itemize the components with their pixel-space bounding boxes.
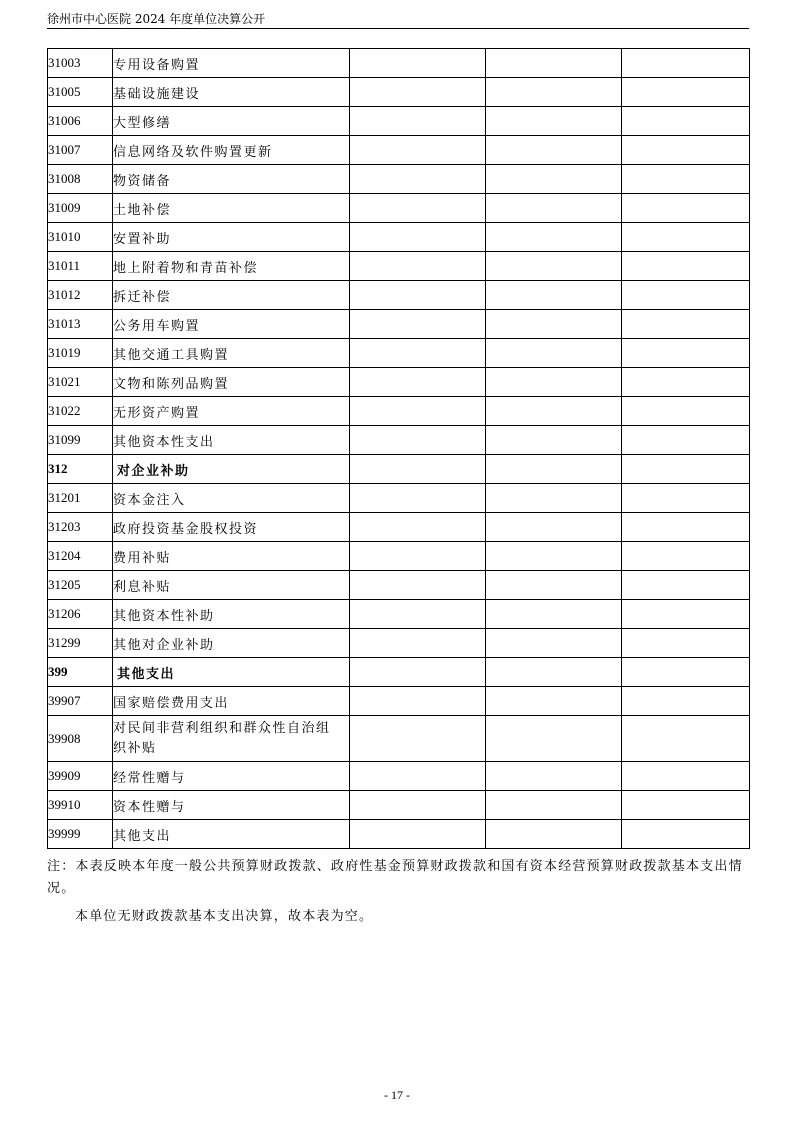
table-row (48, 223, 750, 252)
value-cell (486, 571, 622, 600)
row-name: 其他对企业补助 (113, 629, 350, 658)
row-code: 31005 (48, 78, 113, 107)
table-row (48, 49, 750, 78)
value-cell (350, 252, 486, 281)
row-code: 31010 (48, 223, 113, 252)
value-cell (622, 629, 750, 658)
value-cell (486, 658, 622, 687)
row-code: 31203 (48, 513, 113, 542)
table-row (48, 542, 750, 571)
value-cell (622, 820, 750, 849)
row-code: 31007 (48, 136, 113, 165)
table-row (48, 107, 750, 136)
value-cell (350, 281, 486, 310)
row-name: 经常性赠与 (113, 762, 350, 791)
row-code: 31012 (48, 281, 113, 310)
value-cell (622, 78, 750, 107)
row-code: 31022 (48, 397, 113, 426)
value-cell (350, 658, 486, 687)
value-cell (486, 820, 622, 849)
value-cell (622, 281, 750, 310)
value-cell (486, 339, 622, 368)
row-name: 其他资本性补助 (113, 600, 350, 629)
value-cell (350, 310, 486, 339)
note-empty-statement: 本单位无财政拨款基本支出决算，故本表为空。 (75, 909, 374, 924)
category-name: 其他支出 (113, 658, 350, 687)
value-cell (350, 455, 486, 484)
value-cell (350, 107, 486, 136)
value-cell (622, 484, 750, 513)
row-code: 31019 (48, 339, 113, 368)
table-row (48, 820, 750, 849)
value-cell (486, 629, 622, 658)
row-name: 费用补贴 (113, 542, 350, 571)
value-cell (350, 339, 486, 368)
value-cell (486, 513, 622, 542)
value-cell (486, 107, 622, 136)
value-cell (622, 658, 750, 687)
value-cell (622, 716, 750, 762)
row-code: 39910 (48, 791, 113, 820)
value-cell (622, 571, 750, 600)
row-name: 物资储备 (113, 165, 350, 194)
row-code: 31009 (48, 194, 113, 223)
table-row (48, 281, 750, 310)
row-name: 拆迁补偿 (113, 281, 350, 310)
value-cell (486, 310, 622, 339)
value-cell (486, 762, 622, 791)
value-cell (486, 687, 622, 716)
row-name: 其他支出 (113, 820, 350, 849)
page-number: - 17 - (384, 1088, 410, 1102)
row-code: 31008 (48, 165, 113, 194)
value-cell (350, 600, 486, 629)
row-code: 31021 (48, 368, 113, 397)
value-cell (622, 165, 750, 194)
value-cell (622, 223, 750, 252)
table-row (48, 762, 750, 791)
table-row (48, 136, 750, 165)
value-cell (622, 49, 750, 78)
value-cell (622, 455, 750, 484)
row-code: 31011 (48, 252, 113, 281)
value-cell (486, 791, 622, 820)
row-name: 其他交通工具购置 (113, 339, 350, 368)
category-code: 399 (48, 658, 113, 687)
table-row (48, 687, 750, 716)
table-row (48, 339, 750, 368)
value-cell (486, 542, 622, 571)
category-code: 312 (48, 455, 113, 484)
value-cell (486, 165, 622, 194)
row-name: 政府投资基金股权投资 (113, 513, 350, 542)
value-cell (350, 629, 486, 658)
value-cell (350, 194, 486, 223)
value-cell (350, 368, 486, 397)
value-cell (486, 78, 622, 107)
table-row (48, 78, 750, 107)
row-code: 31099 (48, 426, 113, 455)
row-name: 利息补贴 (113, 571, 350, 600)
row-name: 资本金注入 (113, 484, 350, 513)
value-cell (350, 762, 486, 791)
value-cell (486, 194, 622, 223)
table-row (48, 252, 750, 281)
value-cell (622, 252, 750, 281)
value-cell (350, 78, 486, 107)
value-cell (622, 426, 750, 455)
table-row (48, 571, 750, 600)
table-row (48, 484, 750, 513)
row-code: 31201 (48, 484, 113, 513)
category-row (48, 455, 750, 484)
table-row (48, 165, 750, 194)
table-row (48, 629, 750, 658)
value-cell (350, 484, 486, 513)
value-cell (350, 542, 486, 571)
value-cell (350, 571, 486, 600)
value-cell (350, 136, 486, 165)
row-name: 基础设施建设 (113, 78, 350, 107)
category-row (48, 658, 750, 687)
table-row (48, 600, 750, 629)
value-cell (350, 513, 486, 542)
document-title: 徐州市中心医院 2024 年度单位决算公开 (47, 12, 266, 26)
value-cell (350, 49, 486, 78)
value-cell (622, 542, 750, 571)
value-cell (486, 223, 622, 252)
value-cell (486, 252, 622, 281)
value-cell (622, 687, 750, 716)
row-code: 31013 (48, 310, 113, 339)
value-cell (622, 600, 750, 629)
value-cell (486, 716, 622, 762)
table-row (48, 513, 750, 542)
value-cell (486, 49, 622, 78)
value-cell (622, 397, 750, 426)
note-description: 注：本表反映本年度一般公共预算财政拨款、政府性基金预算财政拨款和国有资本经营预算财政拨款基本支出情况。 (47, 859, 743, 896)
category-name: 对企业补助 (113, 455, 350, 484)
row-name: 公务用车购置 (113, 310, 350, 339)
expenditure-table (47, 48, 750, 849)
row-name: 大型修缮 (113, 107, 350, 136)
row-name-text: 对民间非营利组织和群众性自治组织补贴 (113, 720, 331, 756)
row-code: 31206 (48, 600, 113, 629)
row-code: 39999 (48, 820, 113, 849)
value-cell (486, 397, 622, 426)
value-cell (350, 791, 486, 820)
value-cell (486, 426, 622, 455)
table-row (48, 791, 750, 820)
row-name: 信息网络及软件购置更新 (113, 136, 350, 165)
row-code: 31205 (48, 571, 113, 600)
value-cell (486, 136, 622, 165)
row-code: 31006 (48, 107, 113, 136)
row-code: 31003 (48, 49, 113, 78)
value-cell (486, 600, 622, 629)
row-name: 土地补偿 (113, 194, 350, 223)
table-note (47, 856, 749, 928)
table-row (48, 368, 750, 397)
value-cell (486, 484, 622, 513)
value-cell (486, 455, 622, 484)
row-code: 39908 (48, 716, 113, 762)
value-cell (350, 716, 486, 762)
value-cell (486, 281, 622, 310)
value-cell (486, 368, 622, 397)
row-code: 31204 (48, 542, 113, 571)
value-cell (350, 397, 486, 426)
value-cell (622, 194, 750, 223)
value-cell (350, 223, 486, 252)
table-row (48, 397, 750, 426)
table-row (48, 310, 750, 339)
value-cell (350, 165, 486, 194)
row-name (113, 716, 350, 762)
value-cell (622, 107, 750, 136)
row-name: 安置补助 (113, 223, 350, 252)
table-row (48, 426, 750, 455)
value-cell (622, 513, 750, 542)
row-name: 国家赔偿费用支出 (113, 687, 350, 716)
value-cell (622, 791, 750, 820)
table-row (48, 716, 750, 762)
value-cell (622, 339, 750, 368)
row-code: 39907 (48, 687, 113, 716)
document-header (47, 11, 749, 29)
row-name: 无形资产购置 (113, 397, 350, 426)
value-cell (350, 426, 486, 455)
row-code: 31299 (48, 629, 113, 658)
row-name: 地上附着物和青苗补偿 (113, 252, 350, 281)
value-cell (622, 310, 750, 339)
row-name: 文物和陈列品购置 (113, 368, 350, 397)
row-name: 资本性赠与 (113, 791, 350, 820)
table-row (48, 194, 750, 223)
row-name: 其他资本性支出 (113, 426, 350, 455)
row-name: 专用设备购置 (113, 49, 350, 78)
value-cell (350, 687, 486, 716)
value-cell (622, 136, 750, 165)
value-cell (350, 820, 486, 849)
value-cell (622, 762, 750, 791)
value-cell (622, 368, 750, 397)
row-code: 39909 (48, 762, 113, 791)
